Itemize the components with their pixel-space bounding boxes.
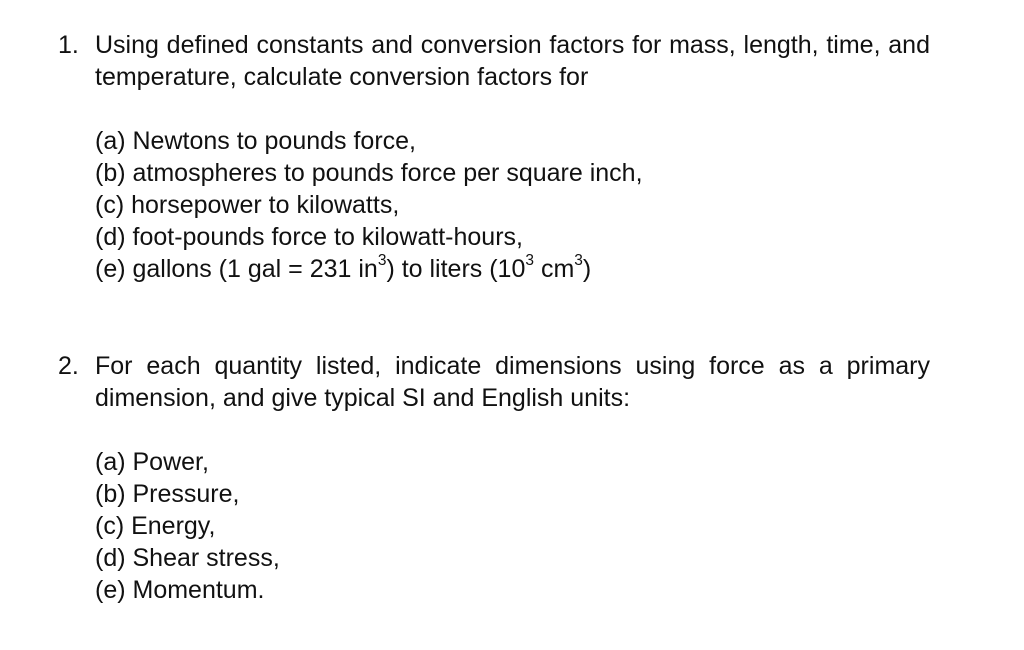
item-e-exponent-2: 3 (525, 252, 534, 270)
problem-2-items (95, 446, 930, 606)
problem-1 (58, 29, 930, 285)
problem-2-prompt: For each quantity listed, indicate dimensions using force as a primary dimension, and give typical SI and English units: (95, 352, 930, 412)
item-e-text-3: cm (534, 255, 575, 283)
item-e-text-4: ) (582, 255, 592, 283)
item-e-exponent-3: 3 (574, 252, 583, 270)
item-e-exponent-1: 3 (377, 252, 387, 270)
problem-1-item-e (95, 253, 930, 285)
problem-1-items (95, 125, 930, 285)
problem-2-number: 2. (58, 352, 79, 380)
problem-1-prompt-row (58, 29, 930, 93)
problem-1-number: 1. (58, 31, 79, 59)
problem-1-item-c: (c) horsepower to kilowatts, (95, 191, 400, 219)
problem-1-item-d: (d) foot-pounds force to kilowatt-hours, (95, 223, 523, 251)
item-e-text-2: ) to liters (10 (386, 255, 526, 283)
problem-1-item-b: (b) atmospheres to pounds force per square inch, (95, 159, 643, 187)
problem-2-item-a: (a) Power, (95, 448, 209, 476)
problem-2-item-d: (d) Shear stress, (95, 544, 280, 572)
problem-2-item-c: (c) Energy, (95, 512, 216, 540)
problem-2-item-b: (b) Pressure, (95, 480, 240, 508)
problem-1-prompt: Using defined constants and conversion factors for mass, length, time, and temperature, calculate conversion factors for (95, 31, 930, 91)
item-e-text-1: (e) gallons (1 gal = 231 in (95, 255, 378, 283)
problem-2-prompt-row (58, 350, 930, 414)
problem-2 (58, 350, 930, 606)
problem-2-item-e: (e) Momentum. (95, 576, 265, 604)
problem-1-item-a: (a) Newtons to pounds force, (95, 127, 416, 155)
